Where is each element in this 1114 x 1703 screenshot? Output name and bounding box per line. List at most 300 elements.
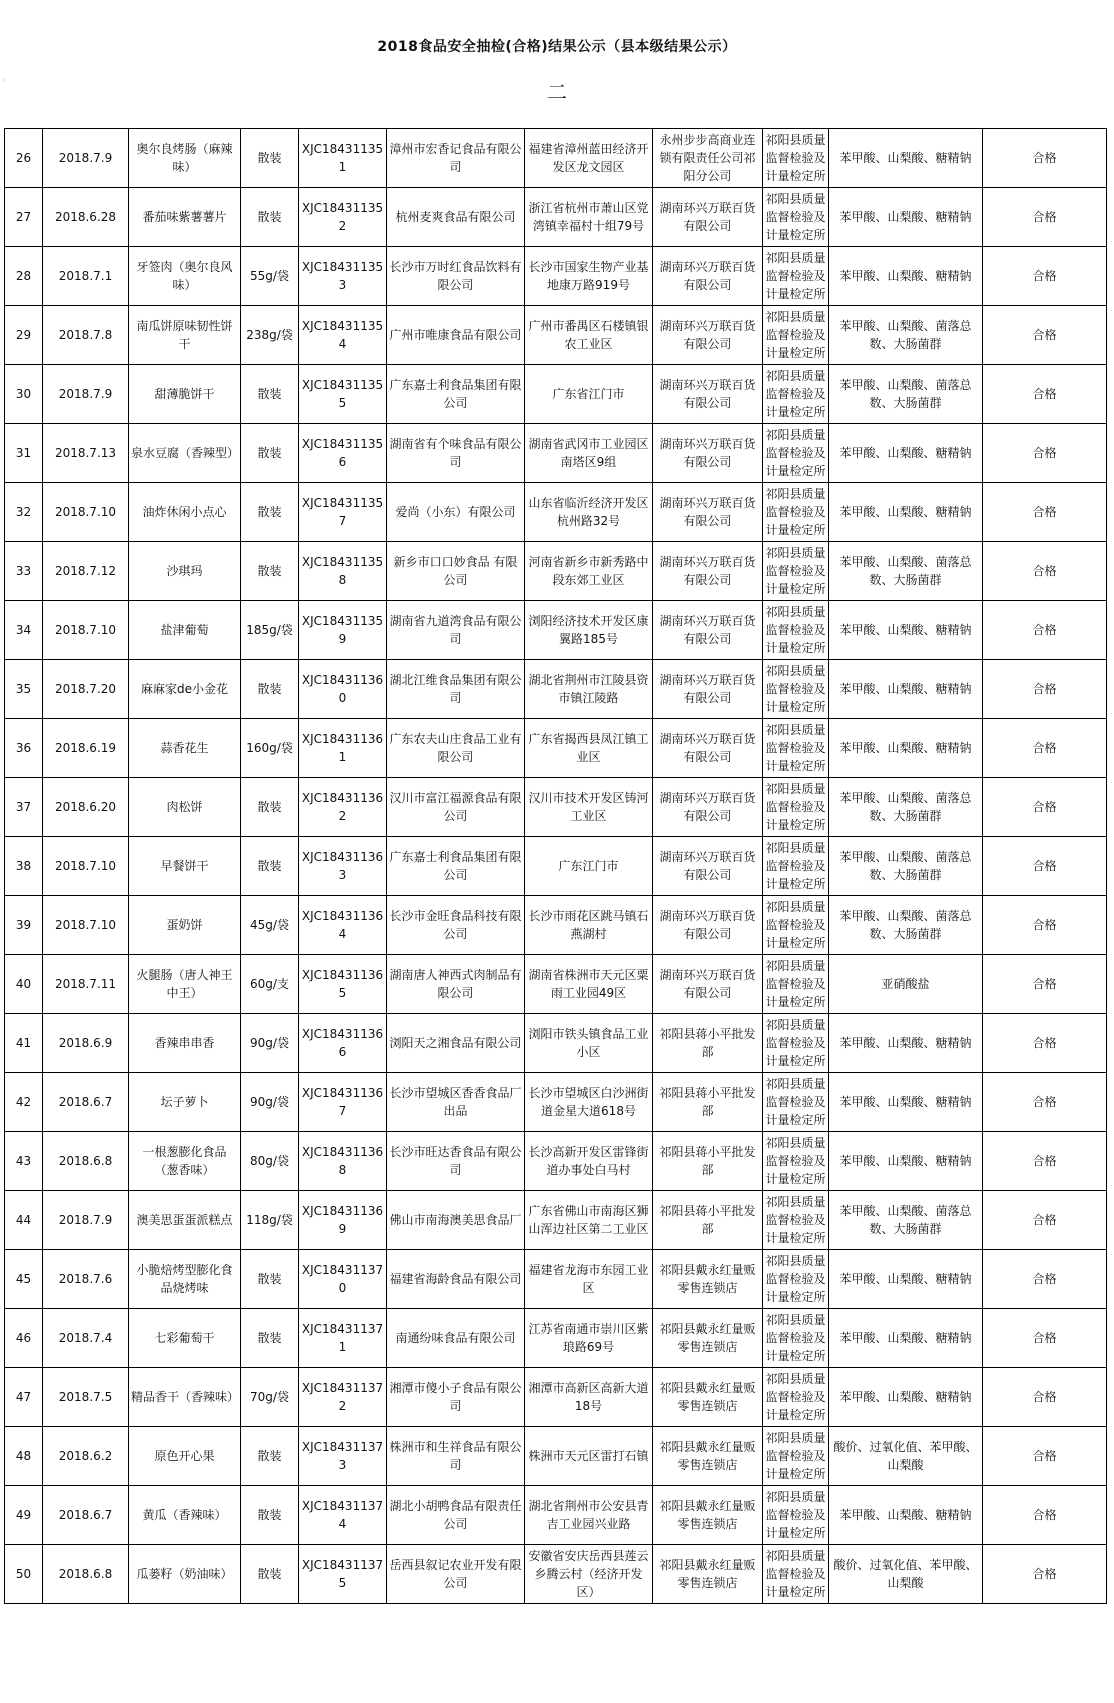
testing-agency-cell: 祁阳县质量监督检验及计量检定所 <box>763 660 829 719</box>
producer-name-cell: 新乡市口口妙食品 有限公司 <box>387 542 525 601</box>
package-spec-cell: 散装 <box>241 424 299 483</box>
row-number-cell: 34 <box>5 601 43 660</box>
seller-name-cell: 湖南环兴万联百货有限公司 <box>653 955 763 1014</box>
table-row <box>5 1014 1107 1073</box>
producer-name-cell: 汉川市富江福源食品有限公司 <box>387 778 525 837</box>
seller-name-cell: 祁阳县戴永红量贩零售连锁店 <box>653 1486 763 1545</box>
test-result-cell: 合格 <box>983 1309 1107 1368</box>
sampling-date-cell: 2018.6.9 <box>43 1014 129 1073</box>
sample-code-cell: XJC184311363 <box>299 837 387 896</box>
sample-code-cell: XJC184311357 <box>299 483 387 542</box>
test-result-cell: 合格 <box>983 837 1107 896</box>
producer-name-cell: 长沙市金旺食品科技有限公司 <box>387 896 525 955</box>
producer-name-cell: 爱尚（小东）有限公司 <box>387 483 525 542</box>
testing-agency-cell: 祁阳县质量监督检验及计量检定所 <box>763 1427 829 1486</box>
producer-name-cell: 岳西县叙记农业开发有限公司 <box>387 1545 525 1604</box>
testing-agency-cell: 祁阳县质量监督检验及计量检定所 <box>763 719 829 778</box>
test-items-cell: 苯甲酸、山梨酸、糖精钠 <box>829 601 983 660</box>
sampling-date-cell: 2018.6.8 <box>43 1132 129 1191</box>
seller-name-cell: 祁阳县蒋小平批发部 <box>653 1191 763 1250</box>
test-items-cell: 苯甲酸、山梨酸、菌落总数、大肠菌群 <box>829 542 983 601</box>
sample-code-cell: XJC184311371 <box>299 1309 387 1368</box>
product-name-cell: 瓜蒌籽（奶油味） <box>129 1545 241 1604</box>
testing-agency-cell: 祁阳县质量监督检验及计量检定所 <box>763 1073 829 1132</box>
producer-address-cell: 湖北省荆州市公安县青吉工业园兴业路 <box>525 1486 653 1545</box>
testing-agency-cell: 祁阳县质量监督检验及计量检定所 <box>763 896 829 955</box>
testing-agency-cell: 祁阳县质量监督检验及计量检定所 <box>763 1368 829 1427</box>
row-number-cell: 37 <box>5 778 43 837</box>
sample-code-cell: XJC184311361 <box>299 719 387 778</box>
sampling-date-cell: 2018.7.10 <box>43 483 129 542</box>
product-name-cell: 香辣串串香 <box>129 1014 241 1073</box>
sample-code-cell: XJC184311351 <box>299 129 387 188</box>
testing-agency-cell: 祁阳县质量监督检验及计量检定所 <box>763 1309 829 1368</box>
test-items-cell: 苯甲酸、山梨酸、糖精钠 <box>829 1132 983 1191</box>
seller-name-cell: 湖南环兴万联百货有限公司 <box>653 778 763 837</box>
producer-name-cell: 广州市唯康食品有限公司 <box>387 306 525 365</box>
sample-code-cell: XJC184311375 <box>299 1545 387 1604</box>
row-number-cell: 41 <box>5 1014 43 1073</box>
package-spec-cell: 90g/袋 <box>241 1073 299 1132</box>
sample-code-cell: XJC184311362 <box>299 778 387 837</box>
product-name-cell: 火腿肠（唐人神王中王） <box>129 955 241 1014</box>
seller-name-cell: 湖南环兴万联百货有限公司 <box>653 483 763 542</box>
sample-code-cell: XJC184311364 <box>299 896 387 955</box>
sampling-date-cell: 2018.6.2 <box>43 1427 129 1486</box>
margin-mark: · <box>3 76 6 85</box>
package-spec-cell: 散装 <box>241 1250 299 1309</box>
table-row <box>5 424 1107 483</box>
table-row <box>5 1191 1107 1250</box>
producer-address-cell: 山东省临沂经济开发区杭州路32号 <box>525 483 653 542</box>
seller-name-cell: 湖南环兴万联百货有限公司 <box>653 660 763 719</box>
test-items-cell: 苯甲酸、山梨酸、菌落总数、大肠菌群 <box>829 306 983 365</box>
package-spec-cell: 散装 <box>241 837 299 896</box>
testing-agency-cell: 祁阳县质量监督检验及计量检定所 <box>763 1486 829 1545</box>
producer-address-cell: 广东省佛山市南海区狮山浑边社区第二工业区 <box>525 1191 653 1250</box>
sample-code-cell: XJC184311354 <box>299 306 387 365</box>
test-result-cell: 合格 <box>983 188 1107 247</box>
seller-name-cell: 湖南环兴万联百货有限公司 <box>653 837 763 896</box>
package-spec-cell: 散装 <box>241 1309 299 1368</box>
testing-agency-cell: 祁阳县质量监督检验及计量检定所 <box>763 1132 829 1191</box>
row-number-cell: 26 <box>5 129 43 188</box>
seller-name-cell: 湖南环兴万联百货有限公司 <box>653 896 763 955</box>
product-name-cell: 泉水豆腐（香辣型） <box>129 424 241 483</box>
test-result-cell: 合格 <box>983 1427 1107 1486</box>
test-result-cell: 合格 <box>983 306 1107 365</box>
test-items-cell: 苯甲酸、山梨酸、菌落总数、大肠菌群 <box>829 365 983 424</box>
table-row <box>5 778 1107 837</box>
test-result-cell: 合格 <box>983 1132 1107 1191</box>
table-row <box>5 188 1107 247</box>
sample-code-cell: XJC184311358 <box>299 542 387 601</box>
sample-code-cell: XJC184311355 <box>299 365 387 424</box>
producer-name-cell: 漳州市宏香记食品有限公司 <box>387 129 525 188</box>
testing-agency-cell: 祁阳县质量监督检验及计量检定所 <box>763 1545 829 1604</box>
producer-address-cell: 浏阳经济技术开发区康翼路185号 <box>525 601 653 660</box>
test-items-cell: 苯甲酸、山梨酸、糖精钠 <box>829 1486 983 1545</box>
testing-agency-cell: 祁阳县质量监督检验及计量检定所 <box>763 424 829 483</box>
test-items-cell: 亚硝酸盐 <box>829 955 983 1014</box>
product-name-cell: 七彩葡萄干 <box>129 1309 241 1368</box>
row-number-cell: 48 <box>5 1427 43 1486</box>
seller-name-cell: 祁阳县戴永红量贩零售连锁店 <box>653 1545 763 1604</box>
row-number-cell: 50 <box>5 1545 43 1604</box>
table-row <box>5 1073 1107 1132</box>
row-number-cell: 43 <box>5 1132 43 1191</box>
page-subtitle: 二 <box>547 80 567 104</box>
producer-address-cell: 湘潭市高新区高新大道18号 <box>525 1368 653 1427</box>
table-row <box>5 365 1107 424</box>
sampling-date-cell: 2018.7.4 <box>43 1309 129 1368</box>
table-row <box>5 483 1107 542</box>
test-result-cell: 合格 <box>983 660 1107 719</box>
package-spec-cell: 70g/袋 <box>241 1368 299 1427</box>
test-result-cell: 合格 <box>983 955 1107 1014</box>
sample-code-cell: XJC184311373 <box>299 1427 387 1486</box>
sample-code-cell: XJC184311359 <box>299 601 387 660</box>
test-items-cell: 苯甲酸、山梨酸、糖精钠 <box>829 188 983 247</box>
producer-address-cell: 湖北省荆州市江陵县资市镇江陵路 <box>525 660 653 719</box>
producer-name-cell: 福建省海龄食品有限公司 <box>387 1250 525 1309</box>
test-items-cell: 苯甲酸、山梨酸、糖精钠 <box>829 1073 983 1132</box>
test-items-cell: 苯甲酸、山梨酸、糖精钠 <box>829 424 983 483</box>
product-name-cell: 番茄味紫薯薯片 <box>129 188 241 247</box>
sample-code-cell: XJC184311370 <box>299 1250 387 1309</box>
seller-name-cell: 祁阳县蒋小平批发部 <box>653 1132 763 1191</box>
seller-name-cell: 湖南环兴万联百货有限公司 <box>653 424 763 483</box>
package-spec-cell: 118g/袋 <box>241 1191 299 1250</box>
producer-name-cell: 广东农夫山庄食品工业有限公司 <box>387 719 525 778</box>
sample-code-cell: XJC184311366 <box>299 1014 387 1073</box>
test-items-cell: 苯甲酸、山梨酸、菌落总数、大肠菌群 <box>829 1191 983 1250</box>
row-number-cell: 27 <box>5 188 43 247</box>
producer-name-cell: 湖北江维食品集团有限公司 <box>387 660 525 719</box>
test-items-cell: 苯甲酸、山梨酸、菌落总数、大肠菌群 <box>829 837 983 896</box>
row-number-cell: 32 <box>5 483 43 542</box>
sampling-date-cell: 2018.7.1 <box>43 247 129 306</box>
package-spec-cell: 散装 <box>241 542 299 601</box>
page-title: 2018食品安全抽检(合格)结果公示（县本级结果公示） <box>377 39 737 55</box>
seller-name-cell: 湖南环兴万联百货有限公司 <box>653 601 763 660</box>
product-name-cell: 甜薄脆饼干 <box>129 365 241 424</box>
sampling-date-cell: 2018.7.11 <box>43 955 129 1014</box>
producer-name-cell: 湖南省九道湾食品有限公司 <box>387 601 525 660</box>
sample-code-cell: XJC184311353 <box>299 247 387 306</box>
sampling-date-cell: 2018.7.9 <box>43 365 129 424</box>
package-spec-cell: 185g/袋 <box>241 601 299 660</box>
seller-name-cell: 祁阳县戴永红量贩零售连锁店 <box>653 1250 763 1309</box>
producer-address-cell: 湖南省武冈市工业园区南塔区9组 <box>525 424 653 483</box>
producer-name-cell: 浏阳天之湘食品有限公司 <box>387 1014 525 1073</box>
test-result-cell: 合格 <box>983 778 1107 837</box>
producer-address-cell: 广东省揭西县凤江镇工业区 <box>525 719 653 778</box>
row-number-cell: 36 <box>5 719 43 778</box>
package-spec-cell: 散装 <box>241 483 299 542</box>
table-row <box>5 837 1107 896</box>
row-number-cell: 29 <box>5 306 43 365</box>
testing-agency-cell: 祁阳县质量监督检验及计量检定所 <box>763 837 829 896</box>
test-result-cell: 合格 <box>983 1191 1107 1250</box>
package-spec-cell: 散装 <box>241 778 299 837</box>
sampling-date-cell: 2018.7.10 <box>43 837 129 896</box>
producer-address-cell: 河南省新乡市新秀路中段东郊工业区 <box>525 542 653 601</box>
sampling-date-cell: 2018.7.9 <box>43 129 129 188</box>
test-items-cell: 苯甲酸、山梨酸、糖精钠 <box>829 1368 983 1427</box>
table-row <box>5 719 1107 778</box>
seller-name-cell: 湖南环兴万联百货有限公司 <box>653 542 763 601</box>
row-number-cell: 45 <box>5 1250 43 1309</box>
producer-name-cell: 广东嘉士利食品集团有限公司 <box>387 365 525 424</box>
table-row <box>5 306 1107 365</box>
test-items-cell: 苯甲酸、山梨酸、糖精钠 <box>829 719 983 778</box>
testing-agency-cell: 祁阳县质量监督检验及计量检定所 <box>763 365 829 424</box>
row-number-cell: 46 <box>5 1309 43 1368</box>
producer-address-cell: 湖南省株洲市天元区粟雨工业园49区 <box>525 955 653 1014</box>
product-name-cell: 坛子萝卜 <box>129 1073 241 1132</box>
seller-name-cell: 祁阳县戴永红量贩零售连锁店 <box>653 1309 763 1368</box>
product-name-cell: 沙琪玛 <box>129 542 241 601</box>
test-result-cell: 合格 <box>983 1014 1107 1073</box>
package-spec-cell: 散装 <box>241 129 299 188</box>
product-name-cell: 蒜香花生 <box>129 719 241 778</box>
testing-agency-cell: 祁阳县质量监督检验及计量检定所 <box>763 1191 829 1250</box>
producer-address-cell: 汉川市技术开发区铸河工业区 <box>525 778 653 837</box>
producer-address-cell: 长沙市望城区白沙洲街道金星大道618号 <box>525 1073 653 1132</box>
package-spec-cell: 238g/袋 <box>241 306 299 365</box>
package-spec-cell: 散装 <box>241 188 299 247</box>
test-result-cell: 合格 <box>983 896 1107 955</box>
producer-address-cell: 长沙市国家生物产业基地康万路919号 <box>525 247 653 306</box>
package-spec-cell: 散装 <box>241 1486 299 1545</box>
product-name-cell: 牙签肉（奥尔良风味） <box>129 247 241 306</box>
product-name-cell: 早餐饼干 <box>129 837 241 896</box>
product-name-cell: 油炸休闲小点心 <box>129 483 241 542</box>
sample-code-cell: XJC184311367 <box>299 1073 387 1132</box>
producer-name-cell: 湖北小胡鸭食品有限责任公司 <box>387 1486 525 1545</box>
producer-name-cell: 湖南省有个味食品有限公司 <box>387 424 525 483</box>
testing-agency-cell: 祁阳县质量监督检验及计量检定所 <box>763 601 829 660</box>
sample-code-cell: XJC184311352 <box>299 188 387 247</box>
sample-code-cell: XJC184311360 <box>299 660 387 719</box>
seller-name-cell: 湖南环兴万联百货有限公司 <box>653 306 763 365</box>
producer-name-cell: 株洲市和生祥食品有限公司 <box>387 1427 525 1486</box>
test-items-cell: 酸价、过氧化值、苯甲酸、山梨酸 <box>829 1427 983 1486</box>
package-spec-cell: 80g/袋 <box>241 1132 299 1191</box>
sampling-date-cell: 2018.6.20 <box>43 778 129 837</box>
package-spec-cell: 散装 <box>241 1427 299 1486</box>
row-number-cell: 39 <box>5 896 43 955</box>
table-row <box>5 1486 1107 1545</box>
sampling-date-cell: 2018.7.10 <box>43 896 129 955</box>
testing-agency-cell: 祁阳县质量监督检验及计量检定所 <box>763 1250 829 1309</box>
producer-name-cell: 湘潭市傻小子食品有限公司 <box>387 1368 525 1427</box>
package-spec-cell: 60g/支 <box>241 955 299 1014</box>
package-spec-cell: 90g/袋 <box>241 1014 299 1073</box>
table-body <box>5 129 1107 1604</box>
package-spec-cell: 45g/袋 <box>241 896 299 955</box>
seller-name-cell: 永州步步高商业连锁有限责任公司祁阳分公司 <box>653 129 763 188</box>
test-items-cell: 苯甲酸、山梨酸、糖精钠 <box>829 1250 983 1309</box>
sample-code-cell: XJC184311365 <box>299 955 387 1014</box>
table-row <box>5 1250 1107 1309</box>
product-name-cell: 澳美思蛋蛋派糕点 <box>129 1191 241 1250</box>
test-result-cell: 合格 <box>983 719 1107 778</box>
sample-code-cell: XJC184311372 <box>299 1368 387 1427</box>
row-number-cell: 44 <box>5 1191 43 1250</box>
test-result-cell: 合格 <box>983 129 1107 188</box>
producer-address-cell: 长沙高新开发区雷锋街道办事处白马村 <box>525 1132 653 1191</box>
producer-address-cell: 长沙市雨花区跳马镇石燕湖村 <box>525 896 653 955</box>
row-number-cell: 33 <box>5 542 43 601</box>
sample-code-cell: XJC184311369 <box>299 1191 387 1250</box>
producer-name-cell: 杭州麦爽食品有限公司 <box>387 188 525 247</box>
sample-code-cell: XJC184311374 <box>299 1486 387 1545</box>
sampling-date-cell: 2018.6.8 <box>43 1545 129 1604</box>
table-row <box>5 129 1107 188</box>
sampling-date-cell: 2018.6.7 <box>43 1486 129 1545</box>
row-number-cell: 30 <box>5 365 43 424</box>
testing-agency-cell: 祁阳县质量监督检验及计量检定所 <box>763 542 829 601</box>
test-items-cell: 苯甲酸、山梨酸、糖精钠 <box>829 483 983 542</box>
row-number-cell: 49 <box>5 1486 43 1545</box>
testing-agency-cell: 祁阳县质量监督检验及计量检定所 <box>763 1014 829 1073</box>
product-name-cell: 蛋奶饼 <box>129 896 241 955</box>
test-items-cell: 苯甲酸、山梨酸、糖精钠 <box>829 129 983 188</box>
product-name-cell: 小脆焙烤型膨化食品烧烤味 <box>129 1250 241 1309</box>
test-items-cell: 苯甲酸、山梨酸、糖精钠 <box>829 1014 983 1073</box>
producer-name-cell: 长沙市旺达香食品有限公司 <box>387 1132 525 1191</box>
producer-address-cell: 广东江门市 <box>525 837 653 896</box>
seller-name-cell: 祁阳县蒋小平批发部 <box>653 1073 763 1132</box>
seller-name-cell: 湖南环兴万联百货有限公司 <box>653 247 763 306</box>
sampling-date-cell: 2018.7.13 <box>43 424 129 483</box>
test-result-cell: 合格 <box>983 247 1107 306</box>
producer-address-cell: 福建省龙海市东园工业区 <box>525 1250 653 1309</box>
testing-agency-cell: 祁阳县质量监督检验及计量检定所 <box>763 483 829 542</box>
product-name-cell: 原色开心果 <box>129 1427 241 1486</box>
producer-name-cell: 佛山市南海澳美思食品厂 <box>387 1191 525 1250</box>
sampling-date-cell: 2018.7.6 <box>43 1250 129 1309</box>
package-spec-cell: 55g/袋 <box>241 247 299 306</box>
product-name-cell: 麻麻家de小金花 <box>129 660 241 719</box>
table-row <box>5 1368 1107 1427</box>
table-row <box>5 660 1107 719</box>
producer-name-cell: 长沙市万时红食品饮料有限公司 <box>387 247 525 306</box>
producer-address-cell: 浏阳市铁头镇食品工业小区 <box>525 1014 653 1073</box>
package-spec-cell: 散装 <box>241 1545 299 1604</box>
row-number-cell: 42 <box>5 1073 43 1132</box>
product-name-cell: 肉松饼 <box>129 778 241 837</box>
test-items-cell: 苯甲酸、山梨酸、糖精钠 <box>829 247 983 306</box>
results-table <box>4 128 1107 1604</box>
producer-name-cell: 长沙市望城区香香食品厂出品 <box>387 1073 525 1132</box>
test-result-cell: 合格 <box>983 1073 1107 1132</box>
test-items-cell: 苯甲酸、山梨酸、菌落总数、大肠菌群 <box>829 896 983 955</box>
seller-name-cell: 祁阳县戴永红量贩零售连锁店 <box>653 1368 763 1427</box>
seller-name-cell: 湖南环兴万联百货有限公司 <box>653 188 763 247</box>
producer-address-cell: 广东省江门市 <box>525 365 653 424</box>
sampling-date-cell: 2018.7.8 <box>43 306 129 365</box>
product-name-cell: 南瓜饼原味韧性饼干 <box>129 306 241 365</box>
sampling-date-cell: 2018.6.19 <box>43 719 129 778</box>
product-name-cell: 盐津葡萄 <box>129 601 241 660</box>
producer-address-cell: 江苏省南通市崇川区紫琅路69号 <box>525 1309 653 1368</box>
product-name-cell: 一根葱膨化食品（葱香味） <box>129 1132 241 1191</box>
producer-address-cell: 浙江省杭州市萧山区党湾镇幸福村十组79号 <box>525 188 653 247</box>
package-spec-cell: 散装 <box>241 365 299 424</box>
producer-address-cell: 安徽省安庆岳西县莲云乡腾云村（经济开发区） <box>525 1545 653 1604</box>
table-row <box>5 1427 1107 1486</box>
sampling-date-cell: 2018.7.12 <box>43 542 129 601</box>
test-result-cell: 合格 <box>983 1250 1107 1309</box>
seller-name-cell: 湖南环兴万联百货有限公司 <box>653 365 763 424</box>
seller-name-cell: 祁阳县戴永红量贩零售连锁店 <box>653 1427 763 1486</box>
row-number-cell: 35 <box>5 660 43 719</box>
testing-agency-cell: 祁阳县质量监督检验及计量检定所 <box>763 247 829 306</box>
sampling-date-cell: 2018.7.5 <box>43 1368 129 1427</box>
test-result-cell: 合格 <box>983 601 1107 660</box>
producer-name-cell: 广东嘉士利食品集团有限公司 <box>387 837 525 896</box>
table-row <box>5 896 1107 955</box>
test-result-cell: 合格 <box>983 424 1107 483</box>
row-number-cell: 47 <box>5 1368 43 1427</box>
table-row <box>5 955 1107 1014</box>
sampling-date-cell: 2018.7.10 <box>43 601 129 660</box>
testing-agency-cell: 祁阳县质量监督检验及计量检定所 <box>763 129 829 188</box>
row-number-cell: 40 <box>5 955 43 1014</box>
test-result-cell: 合格 <box>983 365 1107 424</box>
table-row <box>5 1545 1107 1604</box>
seller-name-cell: 湖南环兴万联百货有限公司 <box>653 719 763 778</box>
producer-address-cell: 广州市番禺区石楼镇银农工业区 <box>525 306 653 365</box>
package-spec-cell: 散装 <box>241 660 299 719</box>
sampling-date-cell: 2018.7.9 <box>43 1191 129 1250</box>
table-row <box>5 542 1107 601</box>
table-row <box>5 601 1107 660</box>
test-items-cell: 苯甲酸、山梨酸、糖精钠 <box>829 1309 983 1368</box>
row-number-cell: 31 <box>5 424 43 483</box>
sampling-date-cell: 2018.6.7 <box>43 1073 129 1132</box>
test-result-cell: 合格 <box>983 1545 1107 1604</box>
producer-address-cell: 株洲市天元区雷打石镇 <box>525 1427 653 1486</box>
test-result-cell: 合格 <box>983 542 1107 601</box>
test-items-cell: 酸价、过氧化值、苯甲酸、山梨酸 <box>829 1545 983 1604</box>
test-items-cell: 苯甲酸、山梨酸、菌落总数、大肠菌群 <box>829 778 983 837</box>
package-spec-cell: 160g/袋 <box>241 719 299 778</box>
testing-agency-cell: 祁阳县质量监督检验及计量检定所 <box>763 306 829 365</box>
table-row <box>5 247 1107 306</box>
sampling-date-cell: 2018.6.28 <box>43 188 129 247</box>
producer-name-cell: 湖南唐人神西式肉制品有限公司 <box>387 955 525 1014</box>
sampling-date-cell: 2018.7.20 <box>43 660 129 719</box>
product-name-cell: 精品香干（香辣味） <box>129 1368 241 1427</box>
test-result-cell: 合格 <box>983 1368 1107 1427</box>
test-result-cell: 合格 <box>983 483 1107 542</box>
producer-name-cell: 南通纷味食品有限公司 <box>387 1309 525 1368</box>
test-result-cell: 合格 <box>983 1486 1107 1545</box>
table-row <box>5 1132 1107 1191</box>
row-number-cell: 38 <box>5 837 43 896</box>
product-name-cell: 黄瓜（香辣味） <box>129 1486 241 1545</box>
testing-agency-cell: 祁阳县质量监督检验及计量检定所 <box>763 188 829 247</box>
seller-name-cell: 祁阳县蒋小平批发部 <box>653 1014 763 1073</box>
testing-agency-cell: 祁阳县质量监督检验及计量检定所 <box>763 955 829 1014</box>
testing-agency-cell: 祁阳县质量监督检验及计量检定所 <box>763 778 829 837</box>
producer-address-cell: 福建省漳州蓝田经济开发区龙文园区 <box>525 129 653 188</box>
row-number-cell: 28 <box>5 247 43 306</box>
